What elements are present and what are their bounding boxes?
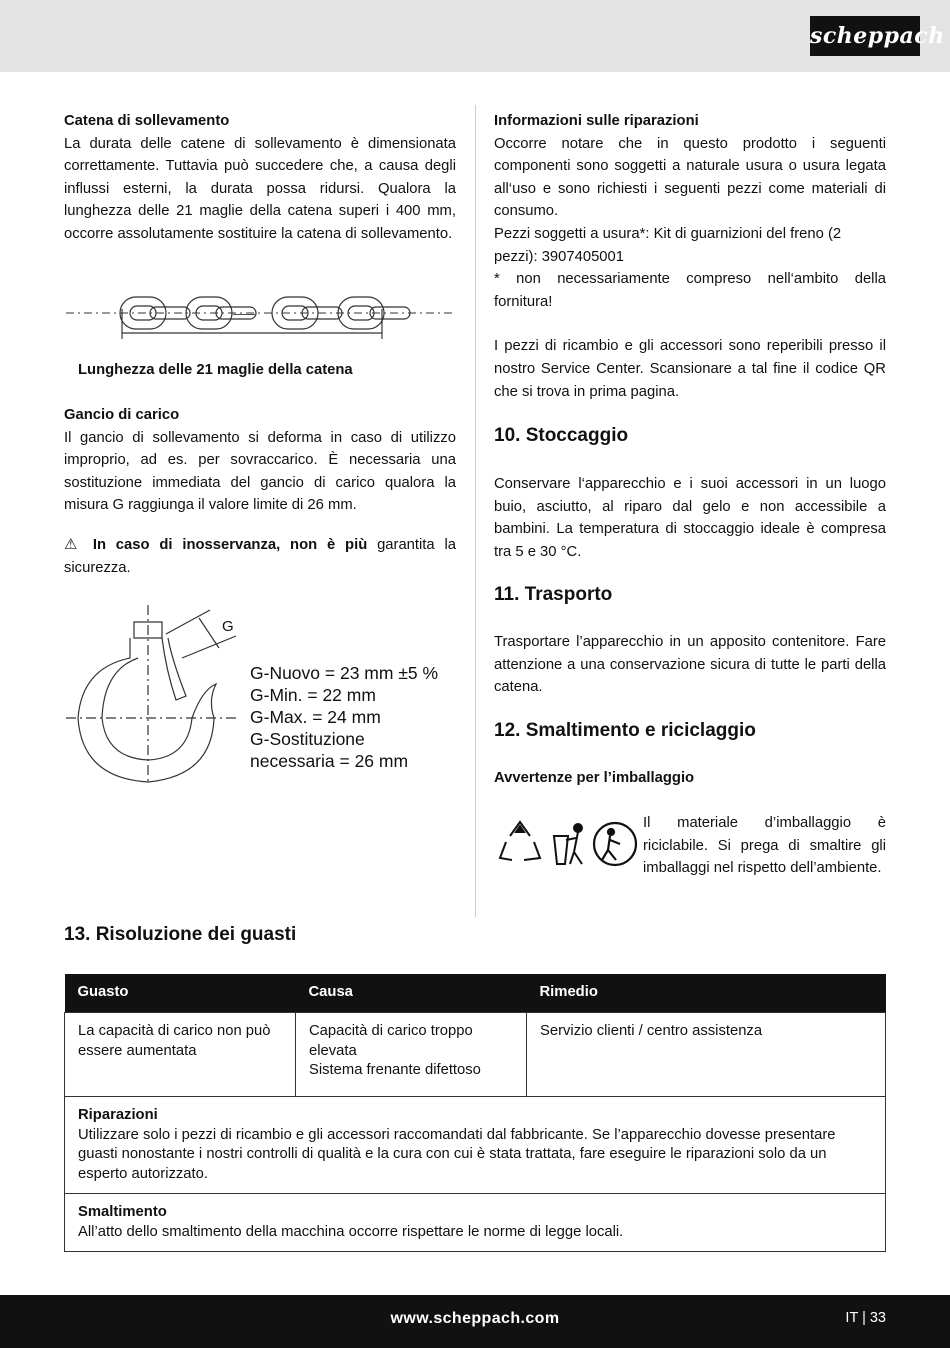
cell-fault: La capacità di carico non può essere aumentata	[65, 1013, 296, 1097]
warning-icon: ⚠	[64, 536, 83, 553]
transport-heading: 11. Trasporto	[494, 584, 613, 605]
hook-title: Gancio di carico	[64, 407, 180, 423]
column-header-remedy: Rimedio	[527, 974, 886, 1013]
page-number: IT | 33	[845, 1310, 886, 1326]
troubleshooting-table	[64, 974, 886, 1252]
repairs-title: Riparazioni	[78, 1107, 158, 1123]
label-g: G	[222, 618, 234, 635]
page-footer	[0, 1295, 950, 1348]
repairs-row	[65, 1097, 886, 1194]
column-divider	[475, 105, 476, 917]
disposal-row	[65, 1194, 886, 1252]
measure-replace-1: G-Sostituzione	[250, 729, 365, 749]
table-header-row	[65, 974, 886, 1013]
recycling-icons	[494, 818, 640, 870]
cell-remedy: Servizio clienti / centro assistenza	[527, 1013, 886, 1097]
chain-diagram	[64, 285, 456, 347]
repair-title: Informazioni sulle riparazioni	[494, 113, 699, 129]
disposal-subheading: Avvertenze per l’imballaggio	[494, 770, 695, 786]
measure-min: G-Min. = 22 mm	[250, 685, 376, 705]
chain-body: La durata delle catene di sollevamento è dimensionata correttamente. Tuttavia può succedere che, a causa degli influssi esterni, la durata possa ridursi. Qualora la lunghezza delle 21 maglie della catena superi i 400 mm, occorre assolutamente sostituire la catena di sollevamento.	[64, 135, 456, 242]
cell-repairs	[65, 1097, 886, 1194]
cause-line-1: Capacità di carico troppo elevata	[309, 1023, 473, 1059]
measure-replace-2: necessaria = 26 mm	[250, 751, 409, 771]
column-header-cause: Causa	[296, 974, 527, 1013]
repair-p1: Occorre notare che in questo prodotto i seguenti componenti sono soggetti a naturale usura o usura legata all‘uso e sono richiesti i seguenti pezzi come materiali di consumo.	[494, 135, 886, 220]
measure-max: G-Max. = 24 mm	[250, 707, 381, 727]
transport-body: Trasportare l’apparecchio in un apposito contenitore. Fare attenzione a una conservazione sicura di tutte le parti della catena.	[494, 634, 886, 696]
repair-section	[494, 110, 886, 403]
repair-p4: I pezzi di ricambio e gli accessori sono reperibili presso il nostro Service Center. Scansionare a tal fine il codice QR che si trova in prima pagina.	[494, 338, 886, 400]
cause-line-2: Sistema frenante difettoso	[309, 1062, 481, 1078]
hook-diagram	[64, 600, 244, 790]
website-link[interactable]: www.scheppach.com	[390, 1310, 560, 1327]
cell-disposal	[65, 1194, 886, 1252]
chain-section	[64, 110, 456, 246]
warning-bold: In caso di inosservanza, non è più	[92, 536, 368, 553]
disposal-heading: 12. Smaltimento e riciclaggio	[494, 720, 756, 741]
table-disposal-body: All’atto dello smaltimento della macchina occorre rispettare le norme di legge locali.	[78, 1223, 624, 1240]
table-disposal-title: Smaltimento	[78, 1204, 167, 1220]
person-recycle-icon	[594, 823, 636, 865]
cell-cause	[296, 1013, 527, 1097]
chain-title: Catena di sollevamento	[64, 113, 230, 129]
scheppach-logo	[810, 16, 945, 56]
hook-body: Il gancio di sollevamento si deforma in caso di utilizzo improprio, ad es. per sovraccarico. È necessaria una sostituzione immediata del gancio di carico qualora la misura G raggiunga il valore limite di 26 mm.	[64, 429, 456, 514]
repairs-body: Utilizzare solo i pezzi di ricambio e gli accessori raccomandati dal fabbricante. Se l’apparecchio dovesse presentare guasti nonostante i nostri controlli di qualità e la cura con cui è stata trattata, fare eseguire le riparazioni solo da un esperto autorizzato.	[78, 1126, 836, 1182]
hook-warning	[64, 534, 456, 579]
hook-measures	[250, 662, 438, 772]
page-header	[0, 0, 950, 72]
column-header-fault: Guasto	[65, 974, 296, 1013]
storage-heading: 10. Stoccaggio	[494, 425, 629, 446]
hook-section	[64, 404, 456, 579]
table-row	[65, 1013, 886, 1097]
warning-rest: garantita la sicurezza.	[64, 536, 456, 576]
troubleshooting-heading: 13. Risoluzione dei guasti	[64, 924, 297, 945]
repair-p2: Pezzi soggetti a usura*: Kit di guarnizioni del freno (2 pezzi): 3907405001	[494, 225, 842, 265]
disposal-body: Il materiale d’imballaggio è riciclabile. Si prega di smaltire gli imballaggi nel rispetto dell’ambiente.	[643, 815, 886, 877]
repair-p3: * non necessariamente compreso nell‘ambito della fornitura!	[494, 271, 886, 310]
trash-bin-icon	[554, 824, 582, 864]
recycle-icon	[500, 822, 540, 860]
logo-text: scheppach	[810, 23, 945, 49]
measure-new: G-Nuovo = 23 mm ±5 %	[250, 663, 439, 683]
svg-text:–––: –––	[233, 306, 255, 321]
chain-caption: Lunghezza delle 21 maglie della catena	[78, 362, 353, 378]
storage-body: Conservare l‘apparecchio e i suoi accessori in un luogo buio, asciutto, al riparo dal gelo e non accessibile a bambini. La temperatura di stoccaggio ideale è compresa tra 5 e 30 °C.	[494, 476, 886, 560]
